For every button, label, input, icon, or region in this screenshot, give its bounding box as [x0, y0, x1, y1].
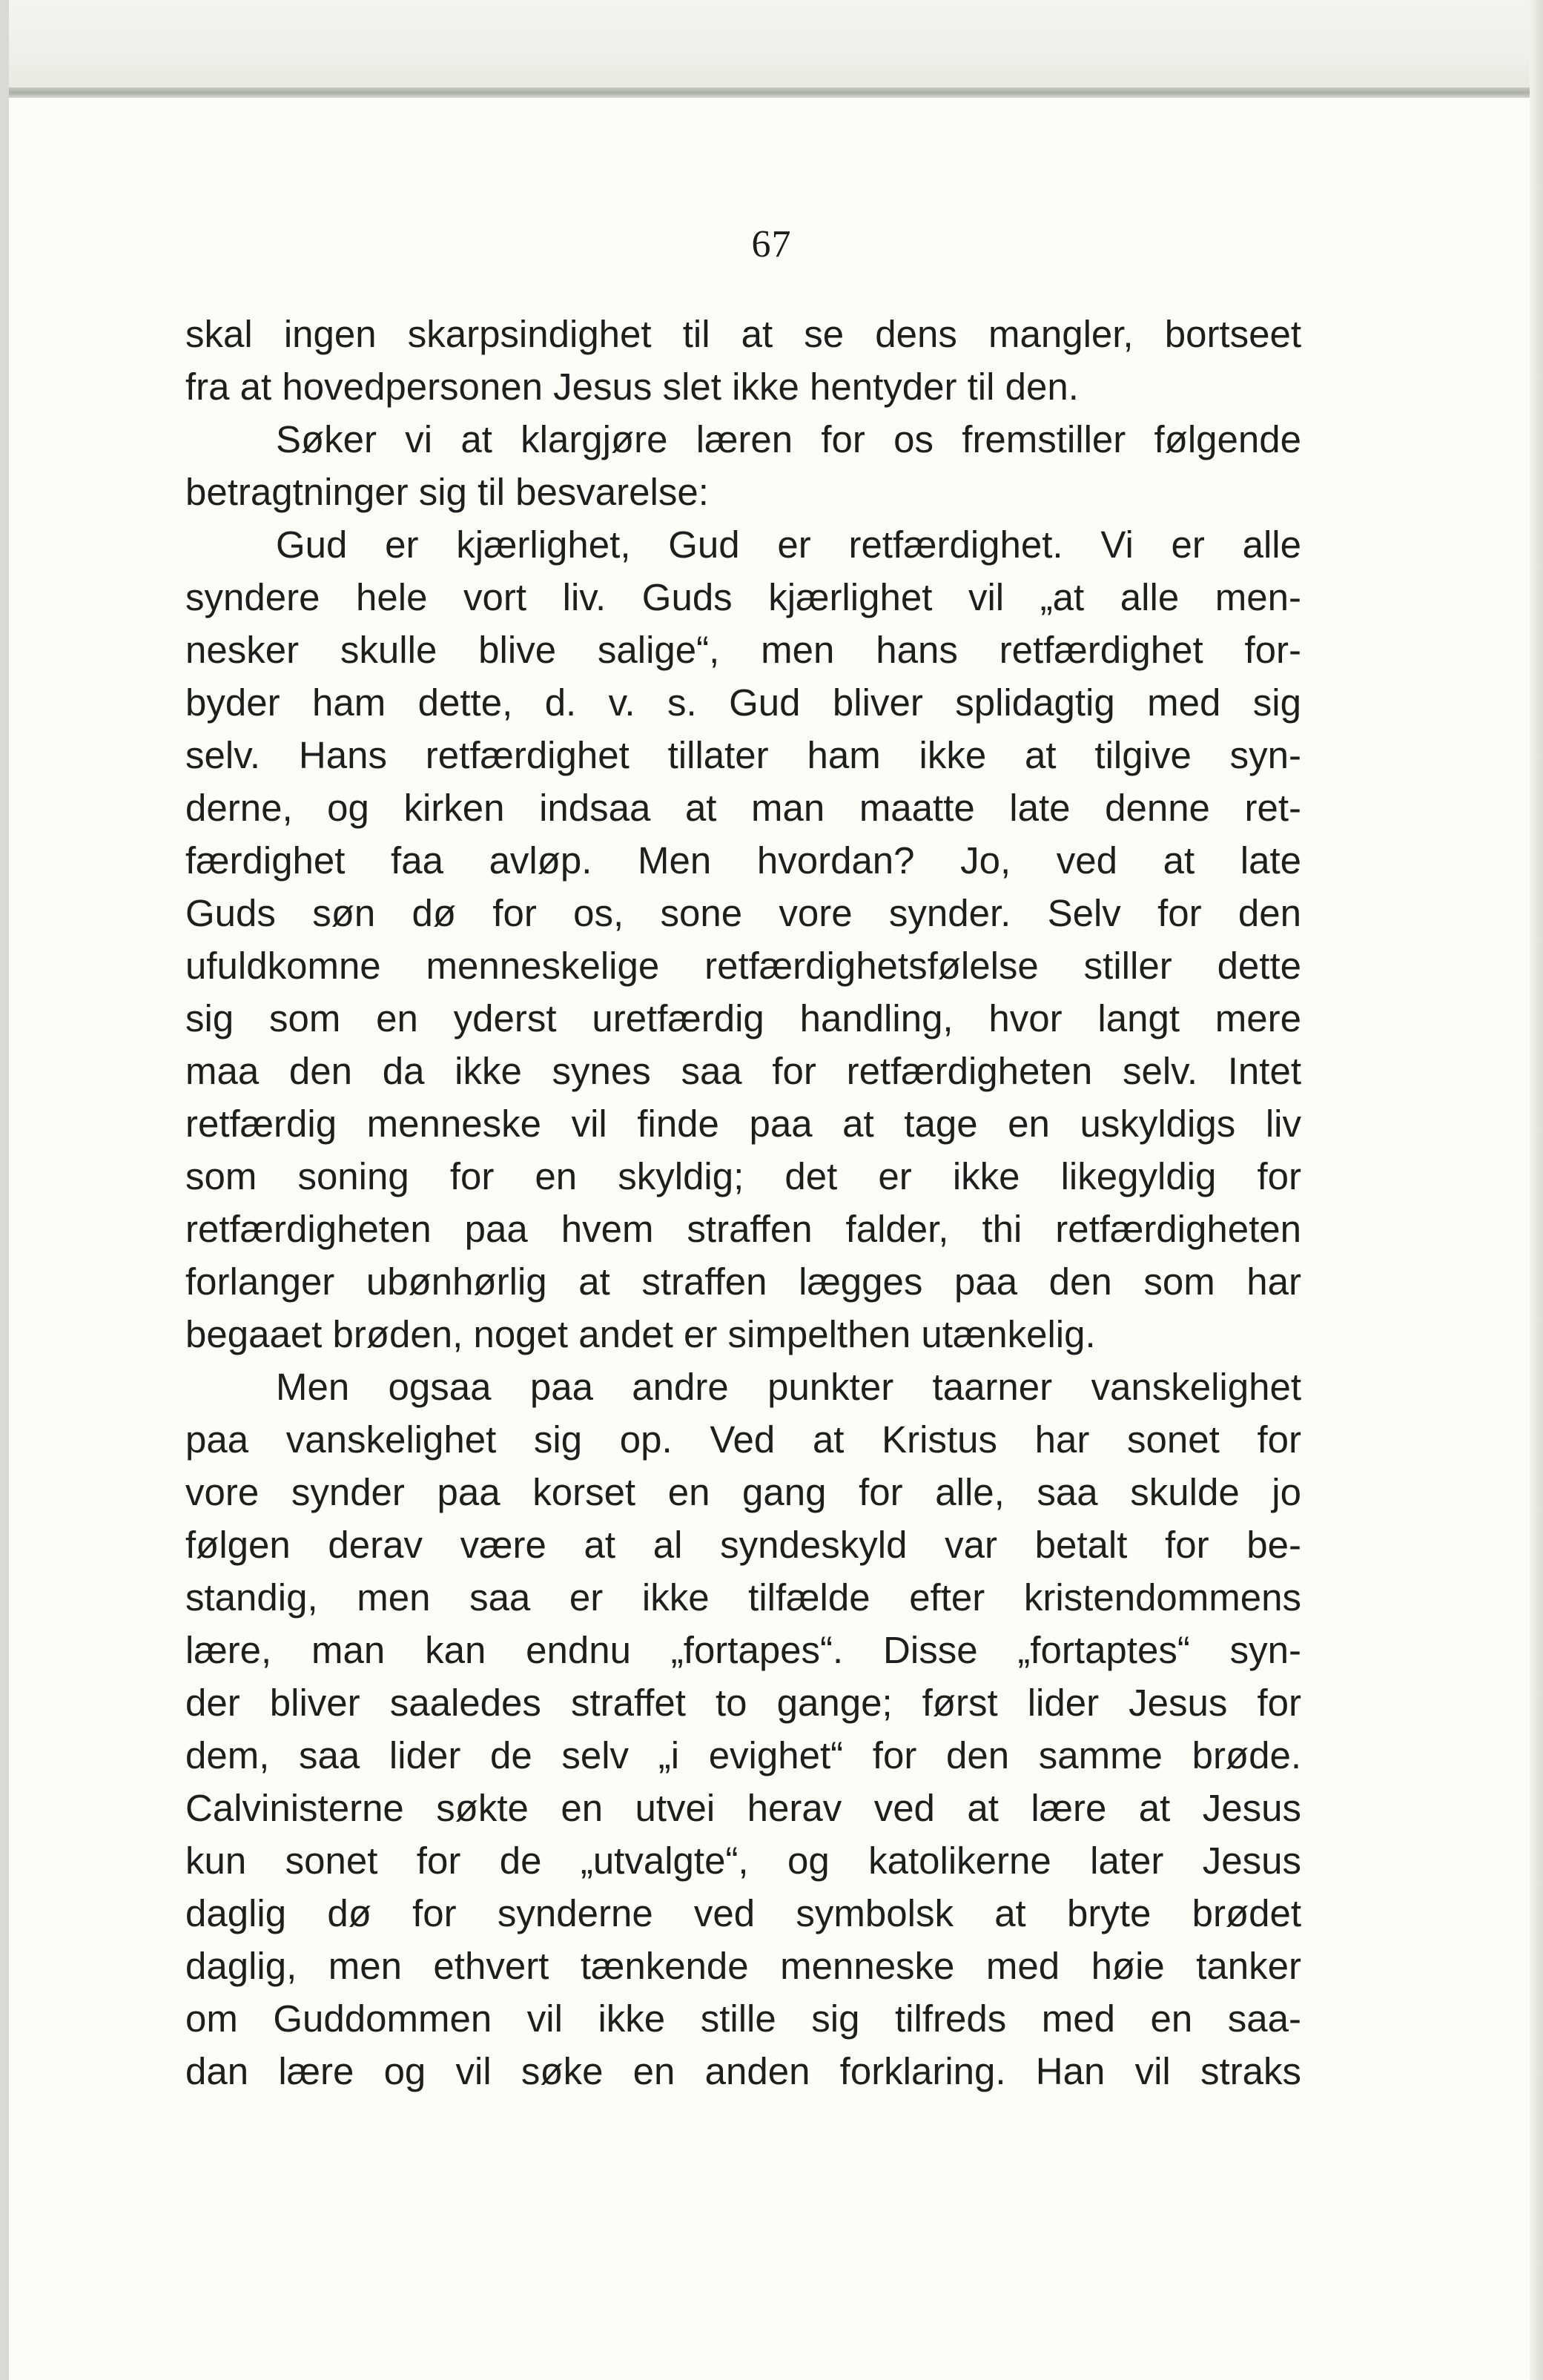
text-line: derne, og kirken indsaa at man maatte late denne ret- — [185, 787, 1301, 829]
text-line: paa vanskelighet sig op. Ved at Kristus har sonet for — [185, 1418, 1301, 1461]
text-line: der bliver saaledes straffet to gange; først lider Jesus for — [185, 1682, 1301, 1724]
text-line: ufuldkomne menneskelige retfærdighetsfølelse stiller dette — [185, 945, 1301, 987]
text-line: lære, man kan endnu „fortapes“. Disse „fortaptes“ syn- — [185, 1629, 1301, 1671]
text-line: færdighet faa avløp. Men hvordan? Jo, ved at late — [185, 839, 1301, 882]
text-line: retfærdigheten paa hvem straffen falder, thi retfærdigheten — [185, 1208, 1301, 1250]
text-line: byder ham dette, d. v. s. Gud bliver splidagtig med sig — [185, 681, 1301, 724]
text-line: Gud er kjærlighet, Gud er retfærdighet. Vi er alle — [276, 523, 1301, 566]
text-line: begaaet brøden, noget andet er simpelthen utænkelig. — [185, 1313, 1096, 1355]
scan-edge-line — [0, 87, 1543, 98]
text-line: som soning for en skyldig; det er ikke likegyldig for — [185, 1155, 1301, 1197]
scan-right-edge — [1530, 0, 1543, 2380]
scan-top-band — [0, 0, 1543, 87]
text-line: forlanger ubønhørlig at straffen lægges paa den som har — [185, 1260, 1301, 1303]
text-line: Guds søn dø for os, sone vore synder. Selv for den — [185, 892, 1301, 934]
text-line: betragtninger sig til besvarelse: — [185, 471, 709, 513]
text-line: dan lære og vil søke en anden forklaring. Han vil straks — [185, 2050, 1301, 2092]
text-line: Calvinisterne søkte en utvei herav ved at lære at Jesus — [185, 1787, 1301, 1829]
text-line: Søker vi at klargjøre læren for os fremstiller følgende — [276, 418, 1301, 460]
text-line: Men ogsaa paa andre punkter taarner vanskelighet — [276, 1366, 1301, 1408]
text-line: retfærdig menneske vil finde paa at tage en uskyldigs liv — [185, 1103, 1301, 1145]
text-line: fra at hovedpersonen Jesus slet ikke hentyder til den. — [185, 366, 1079, 408]
text-line: nesker skulle blive salige“, men hans retfærdighet for- — [185, 629, 1301, 671]
text-line: skal ingen skarpsindighet til at se dens mangler, bortseet — [185, 313, 1301, 355]
scan-left-edge — [0, 0, 9, 2380]
text-line: dem, saa lider de selv „i evighet“ for den samme brøde. — [185, 1734, 1301, 1776]
text-line: maa den da ikke synes saa for retfærdigheten selv. Intet — [185, 1050, 1301, 1092]
text-line: daglig, men ethvert tænkende menneske med høie tanker — [185, 1945, 1301, 1987]
text-line: vore synder paa korset en gang for alle, saa skulde jo — [185, 1471, 1301, 1513]
text-line: syndere hele vort liv. Guds kjærlighet vil „at alle men- — [185, 576, 1301, 618]
page-number: 67 — [751, 223, 792, 265]
text-line: sig som en yderst uretfærdig handling, hvor langt mere — [185, 997, 1301, 1039]
body-text — [185, 308, 1301, 2098]
text-line: selv. Hans retfærdighet tillater ham ikke at tilgive syn- — [185, 734, 1301, 776]
text-line: om Guddommen vil ikke stille sig tilfreds med en saa- — [185, 1997, 1301, 2040]
text-line: standig, men saa er ikke tilfælde efter kristendommens — [185, 1576, 1301, 1619]
text-line: kun sonet for de „utvalgte“, og katolikerne later Jesus — [185, 1839, 1301, 1882]
text-line: daglig dø for synderne ved symbolsk at bryte brødet — [185, 1892, 1301, 1934]
text-line: følgen derav være at al syndeskyld var betalt for be- — [185, 1524, 1301, 1566]
